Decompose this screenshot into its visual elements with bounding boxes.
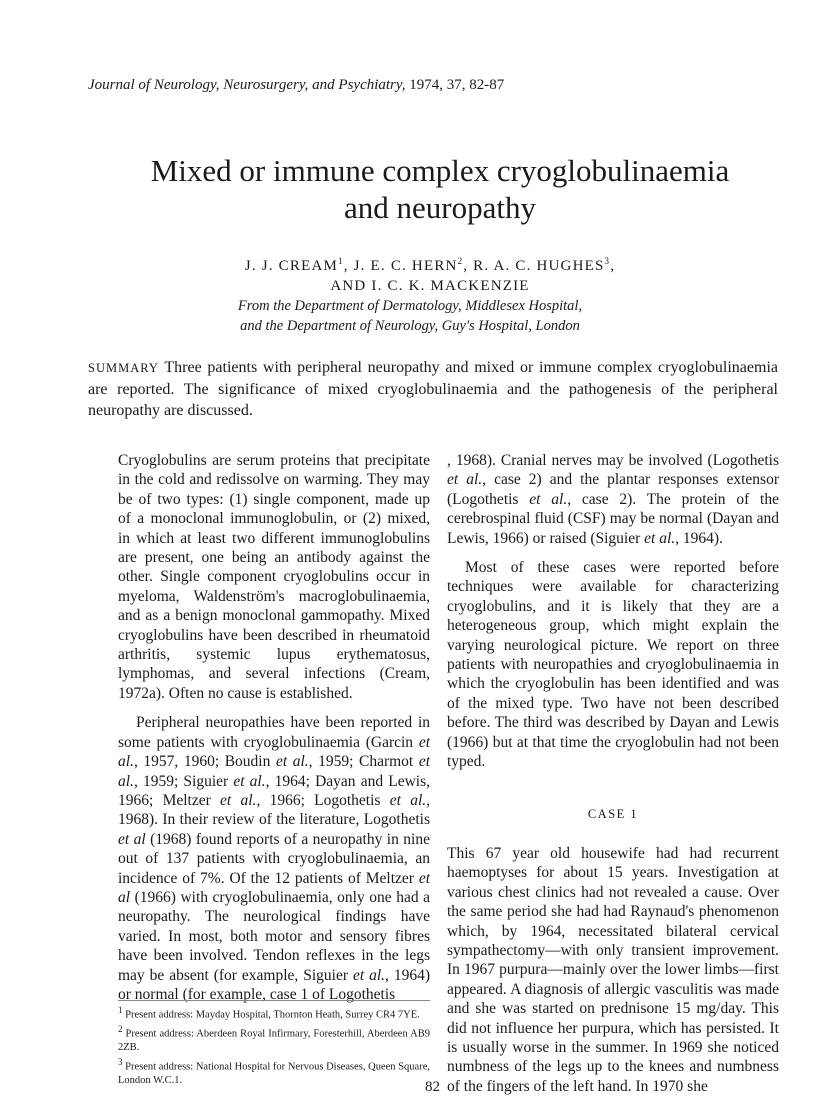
journal-citation [88,77,504,94]
summary-text: Three patients with peripheral neuropathy and mixed or immune complex cryoglobulinaemia are reported. The significance of mixed cryoglobulinaemia and the pathogenesis of the peripheral neuropathy are discussed. [88,359,778,419]
footnotes [118,1004,430,1088]
summary [88,357,778,421]
article-title [110,152,770,226]
footnote: $^3$ Present address: National Hospital for Nervous Diseases, Queen Square, London W.C.1. [118,1056,430,1086]
author: J. E. C. HERN$^2$, [353,256,469,274]
year-volume: 1974, 37, [409,77,470,93]
footnote-divider [118,1000,430,1001]
author: R. A. C. HUGHES$^3$, [473,256,616,274]
title-line-2: and neuropathy [344,190,536,225]
affiliation: From the Department of Dermatology, Middlesex Hospital, and the Department of Neurology, Guy's Hospital, London [237,298,583,334]
footnote: $^2$ Present address: Aberdeen Royal Infirmary, Foresterhill, Aberdeen AB9 2ZB. [118,1024,430,1053]
page-number: 82 [425,1079,440,1095]
right-column [447,451,779,1096]
author-list [150,251,710,296]
page-range: 82-87 [469,77,505,93]
paragraph: Peripheral neuropathies have been reported in some patients with cryoglobulinaemia (Garcin et al., 1957, 1960; Boudin et al., 1959; Charmot et al., 1959; Siguier et al., 1964; Dayan and Lewis, 1966; Meltzer et al., 1966; Logothetis et al., 1968). In their review of the literature, Logothetis et al (1968) found reports of a neuropathy in nine out of 137 patients with cryoglobulinaemia, an incidence of 7%. Of the 12 patients of Meltzer et al (1966) with cryoglobulinaemia, only one had a neuropathy. The neurological findings have varied. In most, both motor and sensory fibres have been involved. Tendon reflexes in the legs may be absent (for example, Siguier et al., 1964) or normal (for example, case 1 of Logothetis [118,714,430,1003]
paragraph: Most of these cases were reported before techniques were available for characterizing cryoglobulins, and it is likely that they are a heterogeneous group, which might explain the varying neurological picture. We report on three patients with neuropathies and cryoglobulinaemia in which the cryoglobulin has been identified and was of the mixed type. Two have not been described before. The third was described by Dayan and Lewis (1966) but at that time the cryoglobulin had not been typed. [447,559,779,771]
left-column [118,451,430,1004]
title-line-1: Mixed or immune complex cryoglobulinaemia [150,153,730,188]
author: J. J. CREAM$^1$, [244,256,349,274]
author: AND I. C. K. MACKENZIE [330,278,530,294]
section-heading: CASE 1 [587,806,639,821]
paragraph: This 67 year old housewife had had recurrent haemoptyses for about 15 years. Investigation at various chest clinics had not revealed a cause. Over the same period she had had Raynaud's phenomenon which, by 1964, necessitated bilateral cervical sympathectomy—with only transient improvement. In 1967 purpura—mainly over the lower limbs—first appeared. A diagnosis of allergic vasculitis was made and she was started on prednisone 15 mg/day. This did not influence her purpura, which has persisted. It is usually worse in the summer. In 1969 she noticed numbness of the legs up to the knees and numbness of the fingers of the left hand. In 1970 she [447,844,779,1095]
footnote: $^1$ Present address: Mayday Hospital, Thornton Heath, Surrey CR4 7YE. [118,1005,420,1021]
paragraph: Cryoglobulins are serum proteins that precipitate in the cold and redissolve on warming. They may be of two types: (1) single component, made up of a monoclonal immunoglobulin, or (2) mixed, in which at least two different immunoglobulins are present, one being an antibody against the other. Single component cryoglobulins occur in myeloma, Waldenström's macroglobulinaemia, and as a benign monoclonal gammopathy. Mixed cryoglobulins have been described in rheumatoid arthritis, systemic lupus erythematosus, lymphomas, and several infections (Cream, 1972a). Often no cause is established. [118,452,430,702]
summary-label: SUMMARY [88,361,159,375]
journal-name: Journal of Neurology, Neurosurgery, and Psychiatry, [88,77,410,93]
paragraph-continued: , 1968). Cranial nerves may be involved (Logothetis et al., case 2) and the plantar responses extensor (Logothetis et al., case 2). The protein of the cerebrospinal fluid (CSF) may be normal (Dayan and Lewis, 1966) or raised (Siguier et al., 1964). [447,452,779,547]
